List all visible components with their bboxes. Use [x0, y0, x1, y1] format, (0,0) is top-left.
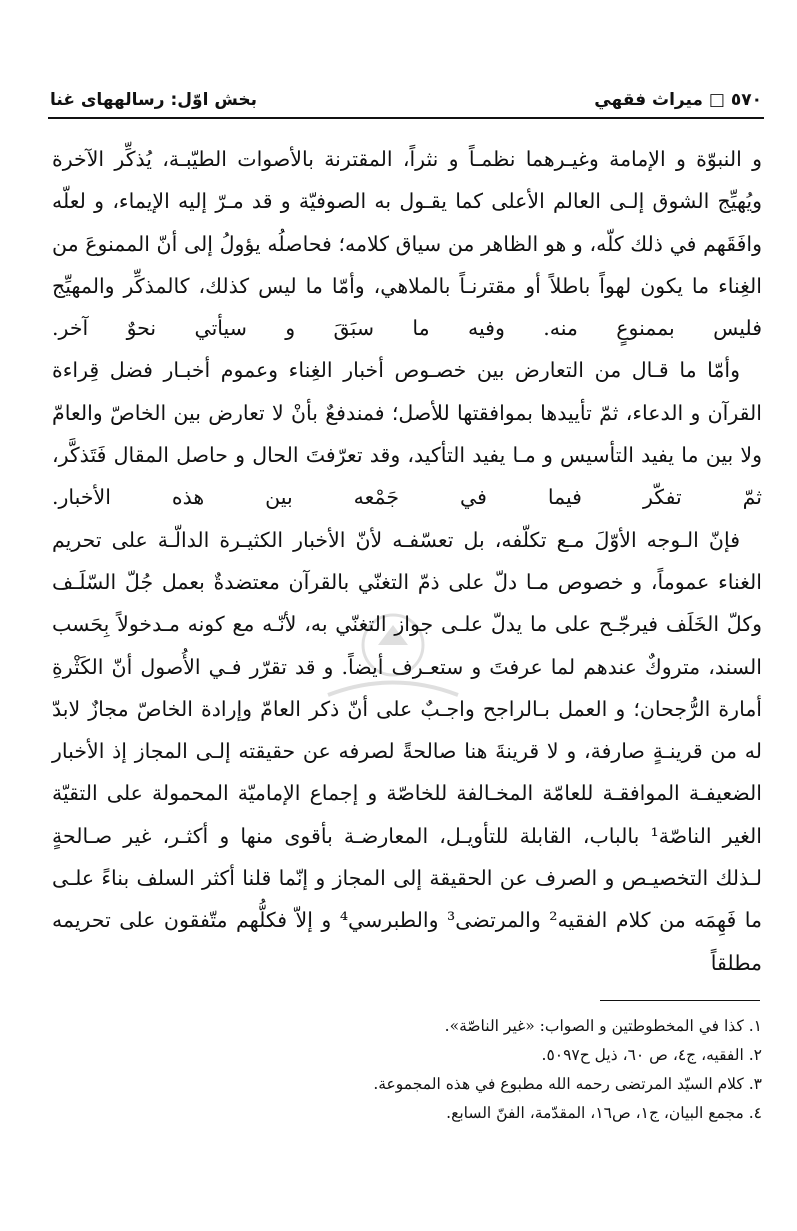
footnote: ٢. الفقيه، ج٤، ص ٦٠، ذيل ح٥٠٩٧. [541, 1046, 762, 1064]
paragraph: وأمّا ما قـال من التعارض بين خصـوص أخبار الغِناء وعموم أخبـار فضل قِراءة القرآن و الدعاء، ثمّ تأييدها بموافقتها للأصل؛ فمندفعٌ بأنْ لا تعارض بين الخاصّ والعامّ ولا بين ما يفيد التأسيس و مـا يفيد التأكيد، وقد تعرّفتَ الحال و حاصل المقال فَتَذكَّر، ثمّ تفكّر فيما في جَمْعه بين هذه الأخبار. [52, 358, 762, 510]
paragraph: فإنّ الـوجه الأوّلَ مـع تكلّفه، بل تعسّفـه لأنّ الأخبار الكثيـرة الدالّـة على تحريم الغناء عموماً، و خصوص مـا دلّ على ذمّ التغنّي بالقرآن معتضدةٌ بعمل جُلّ السّلَـف وكلّ الخَلَف فيرجّـح على ما يدلّ علـى جواز التغنّي به، لأنّـه مع كونه مـدخولاً بِحَسب السند، متروكٌ عندهم لما عرفتَ و ستعـرف أيضاً. و قد تقرّر فـي الأُصول أنّ الكَثْرةِ أمارة الرُّجحان؛ و العمل بـالراجح واجـبٌ على أنّ ذكر العامّ وإرادة الخاصّ مجازٌ لابدّ له من قرينـةٍ صارفة، و لا قرينةَ هنا صالحةً لصرفه عن حقيقته إلـى المجاز إذ الأخبار الضعيفـة الموافقـة للعامّة المخـالفة للخاصّة و إجماع الإماميّة المحمولة على التقيّة الغير الناصّة¹ بالباب، القابلة للتأويـل، المعارضـة بأقوى منها و أكثـر، غير صـالحةٍ لـذلك التخصيـص و الصرف عن الحقيقة إلى المجاز و إنّما قلنا أكثر السلف بناءً علـى ما فَهِمَه من كلام الفقيه² والمرتضى³ والطبرسي⁴ و إلاّ فكلُّهم متّفقون على تحريمه مطلقاً [52, 527, 763, 975]
page-number [594, 90, 762, 110]
paragraph: و النبوّة و الإمامة وغيـرهما نظمـاً و نثراً، المقترنة بالأصوات الطيّبـة، يُذكِّر الآخرة ويُهيِّج الشوق إلـى العالم الأعلى كما يقـول به الصوفيّة و قد مـرّ إليه الإيماء، و لعلّه وافَقَهم في ذلك كلّه، و هو الظاهر من سياق كلامه؛ فحاصلُه يؤولُ إلى أنّ الممنوعَ من الغِناء ما يكون لهواً باطلاً أو مقترنـاً بالملاهي، وأمّا ما ليس كذلك، كالمذكِّر والمهيِّج فليس بممنوعٍ منه. وفيه ما سبَقَ و سيأتي نحوٌ آخر. [52, 147, 762, 341]
footnotes [52, 1012, 762, 1128]
main-text [52, 138, 762, 984]
section-title: بخش اوّل: رسالههاى غنا [50, 90, 257, 110]
square-icon: □ [708, 90, 725, 110]
page-number-value: ٥٧٠ [730, 90, 762, 110]
book-title: ميراث فقهي [594, 90, 703, 110]
header-rule [48, 117, 764, 119]
footnote-rule [600, 1000, 760, 1001]
page-header [50, 88, 762, 116]
footnote: ١. كذا في المخطوطتين و الصواب: «غير الناصّة». [444, 1017, 762, 1035]
footnote: ٣. كلام السيّد المرتضى رحمه الله مطبوع في هذه المجموعة. [373, 1075, 762, 1093]
footnote: ٤. مجمع البيان، ج١، ص١٦، المقدّمة، الفنّ السابع. [446, 1104, 762, 1122]
